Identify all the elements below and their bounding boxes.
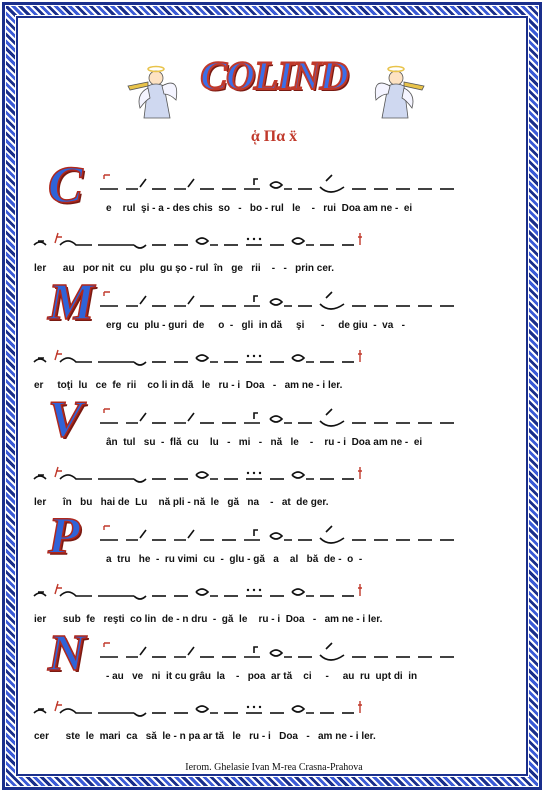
lyric-line: ier sub fe reşti co lin de - n dru - gă le ru - i Doa - am ne - i ler.: [34, 614, 383, 625]
neume-glyph: [126, 413, 146, 423]
neume-glyph: [320, 643, 344, 660]
neume-glyph: [98, 713, 146, 716]
neume-glyph: [196, 238, 218, 245]
stanza-initial: N: [48, 625, 86, 682]
neume-glyph: [126, 179, 146, 189]
neume-glyph: [244, 530, 260, 540]
neume-glyph: [174, 413, 194, 423]
red-mark: [104, 409, 110, 413]
neume-glyph: [342, 584, 362, 596]
neume-glyph: [320, 175, 344, 192]
red-mark: [104, 643, 110, 647]
neume-glyph: [126, 530, 146, 540]
red-mark: [104, 526, 110, 530]
neume-glyph: [98, 596, 146, 599]
neume-glyph: [174, 647, 194, 657]
stanza-initial: V: [48, 391, 83, 448]
neume-glyph: [270, 182, 292, 189]
neume-glyph: [196, 706, 218, 713]
neume-glyph: [98, 245, 146, 248]
neume-glyph: [196, 355, 218, 362]
stanza-initial: C: [48, 157, 83, 214]
neume-glyph: [246, 472, 262, 479]
neume-glyph: [60, 592, 92, 596]
neume-glyph: [60, 475, 92, 479]
neume-glyph: [246, 355, 262, 362]
stanza-initial: M: [48, 274, 95, 331]
lyric-line: - au ve ni it cu grâu la - poa ar tă ci - au ru upt di in: [106, 671, 418, 682]
neume-glyph: [60, 358, 92, 362]
neume-glyph: [126, 296, 146, 306]
neume-glyph: [60, 241, 92, 245]
neume-row: [0, 338, 548, 378]
neume-glyph: [270, 650, 292, 657]
lyric-line: er toţi lu ce fe rii co li in dă le ru - i Doa - am ne - i ler.: [34, 380, 343, 391]
lyric-line: erg cu plu - guri de o - gli in dă şi - de giu - va -: [106, 320, 405, 331]
red-mark: [55, 350, 62, 360]
neume-row: [0, 516, 548, 556]
lyric-line: ler în bu hai de Lu nă pli - nă le gă na - at de ger.: [34, 497, 329, 508]
red-mark: [55, 467, 62, 477]
neume-row: [0, 689, 548, 729]
neume-row: [0, 399, 548, 439]
neume-glyph: [246, 706, 262, 713]
neume-glyph: [244, 296, 260, 306]
neume-row: [0, 633, 548, 673]
neume-glyph: [246, 589, 262, 596]
neume-glyph: [246, 238, 262, 245]
neume-glyph: [244, 413, 260, 423]
neume-row: [0, 221, 548, 261]
neume-glyph: [342, 701, 362, 713]
neume-glyph: [270, 416, 292, 423]
lyric-line: cer ste le mari ca să le - n pa ar tă le ru - i Doa - am ne - i ler.: [34, 731, 376, 742]
neume-glyph: [244, 179, 260, 189]
neume-row: [0, 282, 548, 322]
neume-glyph: [292, 238, 314, 245]
red-mark: [104, 175, 110, 179]
neume-row: [0, 572, 548, 612]
neume-glyph: [292, 706, 314, 713]
red-mark: [55, 584, 62, 594]
neume-glyph: [34, 241, 46, 245]
neume-glyph: [174, 530, 194, 540]
song-title: COLIND: [200, 53, 348, 98]
neume-glyph: [292, 472, 314, 479]
red-mark: [55, 701, 62, 711]
neume-glyph: [174, 179, 194, 189]
neume-row: [0, 165, 548, 205]
neume-glyph: [34, 475, 46, 479]
neume-glyph: [34, 592, 46, 596]
neume-glyph: [342, 467, 362, 479]
mode-signature: ᾁ Πα ẍ: [250, 128, 298, 145]
neume-glyph: [60, 709, 92, 713]
neume-glyph: [98, 362, 146, 365]
stanza-initial: P: [48, 508, 80, 565]
neume-glyph: [34, 358, 46, 362]
neume-glyph: [174, 296, 194, 306]
neume-glyph: [270, 533, 292, 540]
lyric-line: ân tul su - flă cu lu - mi - nă le - ru - i Doa am ne - ei: [106, 437, 423, 448]
neume-glyph: [292, 589, 314, 596]
author-credit: Ierom. Ghelasie Ivan M-rea Crasna-Prahova: [185, 762, 363, 773]
neume-glyph: [320, 526, 344, 543]
neume-glyph: [320, 292, 344, 309]
neume-glyph: [34, 709, 46, 713]
neume-glyph: [126, 647, 146, 657]
neume-row: [0, 455, 548, 495]
red-mark: [55, 233, 62, 243]
neume-glyph: [98, 479, 146, 482]
neume-glyph: [196, 589, 218, 596]
lyric-line: a tru he - ru vimi cu - glu - gă a al bă de - o -: [106, 554, 363, 565]
neume-glyph: [196, 472, 218, 479]
neume-glyph: [270, 299, 292, 306]
neume-glyph: [320, 409, 344, 426]
neume-glyph: [292, 355, 314, 362]
red-mark: [104, 292, 110, 296]
lyric-line: ler au por nit cu plu gu şo - rul în ge rii - - prin cer.: [34, 263, 335, 274]
lyric-line: e rul şi - a - des chis so - bo - rul le - rui Doa am ne - ei: [106, 203, 413, 214]
neume-glyph: [342, 350, 362, 362]
neume-glyph: [244, 647, 260, 657]
neume-glyph: [342, 233, 362, 245]
